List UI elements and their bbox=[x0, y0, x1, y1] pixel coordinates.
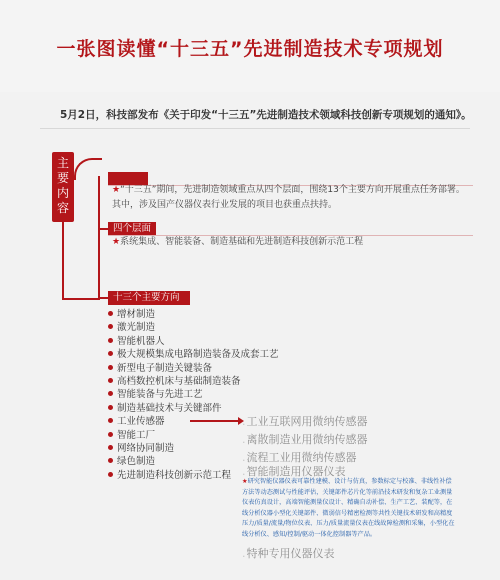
page-title: 一张图读懂“十三五”先进制造技术专项规划 bbox=[56, 38, 444, 60]
bullet-icon bbox=[108, 391, 113, 396]
bullet-icon bbox=[108, 418, 113, 423]
list-item: 智能机器人 bbox=[108, 335, 279, 348]
section-2-text: ★系统集成、智能装备、制造基础和先进制造科技创新示范工程 bbox=[112, 237, 364, 247]
star-icon: ★ bbox=[112, 237, 121, 247]
list-item: 绿色制造 bbox=[108, 455, 279, 468]
sub-item: .工业互联网用微纳传感器 bbox=[242, 415, 368, 428]
list-item-highlighted: 工业传感器 bbox=[108, 415, 279, 428]
branch-line-base bbox=[62, 298, 100, 300]
list-item: 激光制造 bbox=[108, 321, 279, 334]
list-item: 智能装备与先进工艺 bbox=[108, 388, 279, 401]
branch-line-1 bbox=[98, 176, 100, 300]
star-icon: ★ bbox=[242, 478, 248, 485]
connector-2 bbox=[98, 228, 108, 230]
sub-item-detail: ★研究智能仪器仪表可靠性建模、设计与仿真，参数标定与校准、非线性补偿方法等动态测试与性能评估，关键部件芯片化等前沿技术研发和复杂工业测量仪表仿真设计，高端智能测量仪设计、精确自动补偿、生产工艺、装配等，在线分析仪器小型化关键部件、微弱信号精密检测等共性关键技术研发和高精度压力/质量/流量/物位仪表、压力/质量流量仪表在线故障检测和采集，小型化在线分析仪、感知/控制/驱动一体化控制器等产品。 bbox=[242, 478, 455, 538]
bullet-icon bbox=[108, 405, 113, 410]
bullet-icon bbox=[108, 432, 113, 437]
arrow-line bbox=[190, 420, 240, 422]
bullet-icon bbox=[108, 445, 113, 450]
bullet-icon bbox=[108, 311, 113, 316]
list-item: 智能工厂 bbox=[108, 429, 279, 442]
section-1-text: ★“十三五”期间，先进制造领域重点从四个层面，围绕13个主要方向开展重点任务部署。其中，涉及国产仪器仪表行业发展的项目也获重点扶持。 bbox=[112, 185, 465, 210]
bullet-icon bbox=[108, 351, 113, 356]
star-icon: ★ bbox=[112, 185, 121, 195]
bullet-icon bbox=[108, 378, 113, 383]
bullet-icon bbox=[108, 472, 113, 477]
list-item: 极大规模集成电路制造装备及成套工艺 bbox=[108, 348, 279, 361]
trunk-line bbox=[62, 222, 64, 300]
connector-3 bbox=[98, 297, 108, 299]
bullet-icon bbox=[108, 458, 113, 463]
divider bbox=[40, 128, 470, 129]
list-item: 先进制造科技创新示范工程 bbox=[108, 469, 279, 482]
intro-text: 5月2日，科技部发布《关于印发“十三五”先进制造技术领域科技创新专项规划的通知》。 bbox=[60, 109, 472, 121]
bullet-icon bbox=[108, 365, 113, 370]
sub-item: .智能制造用仪器仪表 bbox=[242, 465, 346, 478]
bullet-icon bbox=[108, 324, 113, 329]
list-item: 制造基础技术与关键部件 bbox=[108, 402, 279, 415]
list-item: 网络协同制造 bbox=[108, 442, 279, 455]
list-item: 增材制造 bbox=[108, 308, 279, 321]
side-tab-main-content bbox=[52, 152, 74, 222]
side-tab-label: 主要内容 bbox=[57, 156, 70, 215]
section-bar-3: 十三个主要方向 bbox=[108, 291, 190, 305]
bullet-icon bbox=[108, 338, 113, 343]
sub-item: .特种专用仪器仪表 bbox=[242, 547, 335, 560]
sub-item: .流程工业用微纳传感器 bbox=[242, 451, 357, 464]
list-item: 高档数控机床与基础制造装备 bbox=[108, 375, 279, 388]
sub-item: .离散制造业用微纳传感器 bbox=[242, 433, 368, 446]
list-item: 新型电子制造关键装备 bbox=[108, 362, 279, 375]
header-banner bbox=[0, 0, 500, 92]
section-bar-2: 四个层面 bbox=[108, 222, 156, 236]
